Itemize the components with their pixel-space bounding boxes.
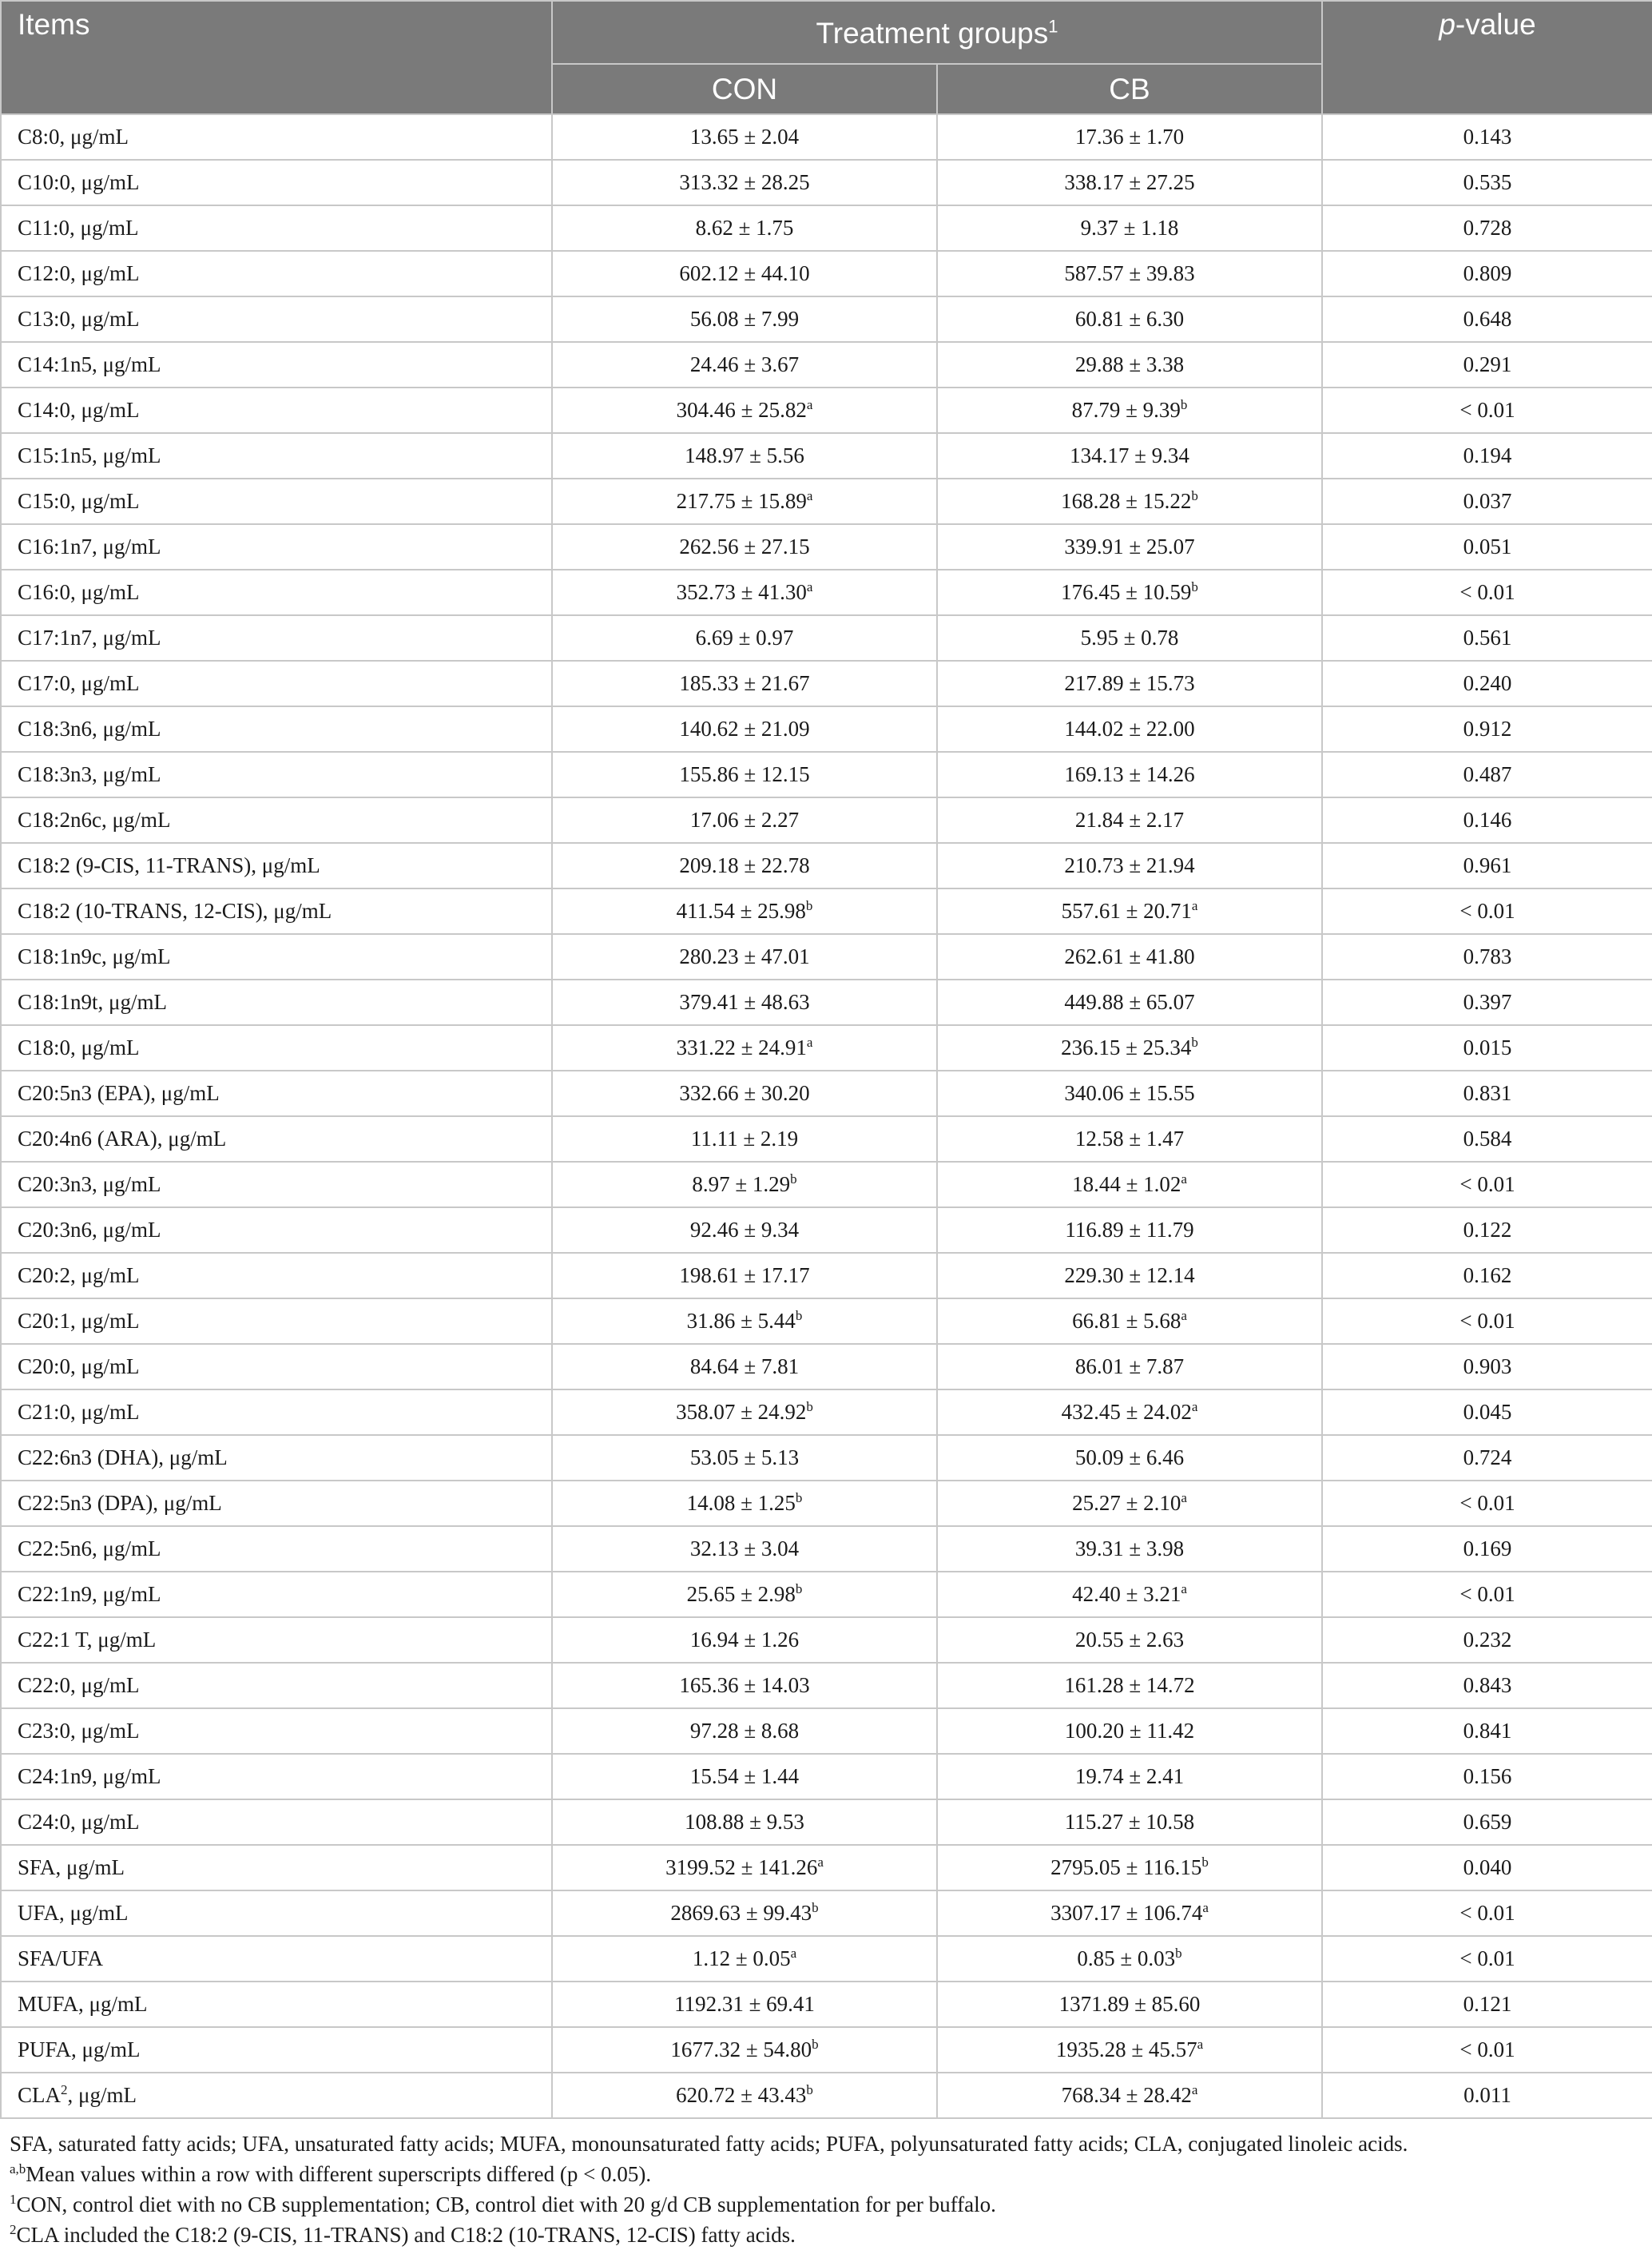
cell-p-value: 0.535 <box>1322 160 1652 205</box>
cell-cb-value: 262.61 ± 41.80 <box>937 934 1322 980</box>
cell-cb-value: 29.88 ± 3.38 <box>937 342 1322 388</box>
footnote: SFA, saturated fatty acids; UFA, unsaturated fatty acids; MUFA, monounsaturated fatty acids; PUFA, polyunsaturated fatty acids; CLA, conjugated linoleic acids. <box>10 2132 1408 2156</box>
cell-p-value: 0.121 <box>1322 1982 1652 2027</box>
table-row <box>1 479 1652 524</box>
cell-cb-value: 1935.28 ± 45.57$^a$ <box>937 2027 1322 2073</box>
cell-con-value: 8.62 ± 1.75 <box>552 205 937 251</box>
table-row <box>1 205 1652 251</box>
cell-item: C22:5n3 (DPA), μg/mL <box>1 1481 552 1526</box>
cell-cb-value: 5.95 ± 0.78 <box>937 615 1322 661</box>
cell-con-value: 304.46 ± 25.82$^a$ <box>552 388 937 433</box>
cell-p-value: 0.037 <box>1322 479 1652 524</box>
cell-con-value: 262.56 ± 27.15 <box>552 524 937 570</box>
cell-item: SFA, μg/mL <box>1 1845 552 1890</box>
cell-con-value: 13.65 ± 2.04 <box>552 114 937 160</box>
table-row <box>1 1435 1652 1481</box>
cell-cb-value: 2795.05 ± 116.15$^b$ <box>937 1845 1322 1890</box>
cell-cb-value: 87.79 ± 9.39$^b$ <box>937 388 1322 433</box>
cell-con-value: 6.69 ± 0.97 <box>552 615 937 661</box>
cell-con-value: 108.88 ± 9.53 <box>552 1799 937 1845</box>
cell-p-value: < 0.01 <box>1322 388 1652 433</box>
cell-con-value: 17.06 ± 2.27 <box>552 797 937 843</box>
table-row <box>1 934 1652 980</box>
cell-p-value: 0.232 <box>1322 1617 1652 1663</box>
cell-con-value: 53.05 ± 5.13 <box>552 1435 937 1481</box>
header-treatment-groups: Treatment groups$^1$ <box>552 1 1322 64</box>
cell-cb-value: 50.09 ± 6.46 <box>937 1435 1322 1481</box>
cell-item: C14:1n5, μg/mL <box>1 342 552 388</box>
cell-item: C16:1n7, μg/mL <box>1 524 552 570</box>
cell-item: C15:1n5, μg/mL <box>1 433 552 479</box>
cell-item: C20:0, μg/mL <box>1 1344 552 1389</box>
cell-item: C18:2n6c, μg/mL <box>1 797 552 843</box>
cell-con-value: 411.54 ± 25.98$^b$ <box>552 888 937 934</box>
footnote: $^{a,b}$Mean values within a row with different superscripts differed (p < 0.05). <box>10 2161 652 2186</box>
cell-con-value: 2869.63 ± 99.43$^b$ <box>552 1890 937 1936</box>
cell-item: C17:0, μg/mL <box>1 661 552 706</box>
cell-item: C22:6n3 (DHA), μg/mL <box>1 1435 552 1481</box>
cell-cb-value: 768.34 ± 28.42$^a$ <box>937 2073 1322 2118</box>
cell-item: C12:0, μg/mL <box>1 251 552 296</box>
cell-p-value: 0.146 <box>1322 797 1652 843</box>
cell-item: C11:0, μg/mL <box>1 205 552 251</box>
cell-item: C22:1n9, μg/mL <box>1 1572 552 1617</box>
cell-con-value: 8.97 ± 1.29$^b$ <box>552 1162 937 1207</box>
cell-p-value: < 0.01 <box>1322 1890 1652 1936</box>
cell-p-value: 0.809 <box>1322 251 1652 296</box>
cell-con-value: 217.75 ± 15.89$^a$ <box>552 479 937 524</box>
cell-con-value: 31.86 ± 5.44$^b$ <box>552 1298 937 1344</box>
cell-p-value: 0.584 <box>1322 1116 1652 1162</box>
cell-p-value: 0.122 <box>1322 1207 1652 1253</box>
cell-con-value: 97.28 ± 8.68 <box>552 1708 937 1754</box>
cell-p-value: 0.011 <box>1322 2073 1652 2118</box>
header-con: CON <box>552 64 937 114</box>
cell-item: C18:3n3, μg/mL <box>1 752 552 797</box>
table-row <box>1 1207 1652 1253</box>
cell-item: C10:0, μg/mL <box>1 160 552 205</box>
cell-p-value: 0.648 <box>1322 296 1652 342</box>
cell-cb-value: 340.06 ± 15.55 <box>937 1071 1322 1116</box>
cell-con-value: 155.86 ± 12.15 <box>552 752 937 797</box>
table-row <box>1 615 1652 661</box>
cell-p-value: 0.156 <box>1322 1754 1652 1799</box>
cell-con-value: 198.61 ± 17.17 <box>552 1253 937 1298</box>
cell-p-value: 0.162 <box>1322 1253 1652 1298</box>
cell-p-value: 0.561 <box>1322 615 1652 661</box>
table-row <box>1 1663 1652 1708</box>
table-row <box>1 1572 1652 1617</box>
cell-item: C18:3n6, μg/mL <box>1 706 552 752</box>
cell-cb-value: 217.89 ± 15.73 <box>937 661 1322 706</box>
cell-cb-value: 60.81 ± 6.30 <box>937 296 1322 342</box>
cell-con-value: 332.66 ± 30.20 <box>552 1071 937 1116</box>
cell-p-value: 0.903 <box>1322 1344 1652 1389</box>
cell-p-value: < 0.01 <box>1322 1936 1652 1982</box>
table-row <box>1 1708 1652 1754</box>
cell-p-value: 0.724 <box>1322 1435 1652 1481</box>
cell-p-value: < 0.01 <box>1322 570 1652 615</box>
cell-cb-value: 587.57 ± 39.83 <box>937 251 1322 296</box>
table-row <box>1 1936 1652 1982</box>
cell-cb-value: 1371.89 ± 85.60 <box>937 1982 1322 2027</box>
table-header <box>1 1 1652 114</box>
table-row <box>1 433 1652 479</box>
cell-item: C13:0, μg/mL <box>1 296 552 342</box>
cell-cb-value: 449.88 ± 65.07 <box>937 980 1322 1025</box>
cell-con-value: 352.73 ± 41.30$^a$ <box>552 570 937 615</box>
cell-con-value: 25.65 ± 2.98$^b$ <box>552 1572 937 1617</box>
table-row <box>1 160 1652 205</box>
cell-cb-value: 144.02 ± 22.00 <box>937 706 1322 752</box>
cell-item: C20:1, μg/mL <box>1 1298 552 1344</box>
table-row <box>1 1253 1652 1298</box>
cell-p-value: 0.040 <box>1322 1845 1652 1890</box>
cell-con-value: 140.62 ± 21.09 <box>552 706 937 752</box>
cell-con-value: 84.64 ± 7.81 <box>552 1344 937 1389</box>
cell-item: C21:0, μg/mL <box>1 1389 552 1435</box>
table-row <box>1 2027 1652 2073</box>
cell-cb-value: 66.81 ± 5.68$^a$ <box>937 1298 1322 1344</box>
cell-cb-value: 168.28 ± 15.22$^b$ <box>937 479 1322 524</box>
cell-cb-value: 115.27 ± 10.58 <box>937 1799 1322 1845</box>
cell-item: C20:3n6, μg/mL <box>1 1207 552 1253</box>
cell-cb-value: 100.20 ± 11.42 <box>937 1708 1322 1754</box>
cell-p-value: < 0.01 <box>1322 1298 1652 1344</box>
cell-p-value: < 0.01 <box>1322 2027 1652 2073</box>
cell-item: PUFA, μg/mL <box>1 2027 552 2073</box>
table-row <box>1 888 1652 934</box>
cell-cb-value: 20.55 ± 2.63 <box>937 1617 1322 1663</box>
cell-cb-value: 18.44 ± 1.02$^a$ <box>937 1162 1322 1207</box>
cell-item: C18:2 (9-CIS, 11-TRANS), μg/mL <box>1 843 552 888</box>
cell-p-value: 0.659 <box>1322 1799 1652 1845</box>
cell-p-value: 0.728 <box>1322 205 1652 251</box>
table-row <box>1 1526 1652 1572</box>
cell-p-value: 0.831 <box>1322 1071 1652 1116</box>
cell-con-value: 209.18 ± 22.78 <box>552 843 937 888</box>
cell-cb-value: 432.45 ± 24.02$^a$ <box>937 1389 1322 1435</box>
table-row <box>1 1845 1652 1890</box>
cell-con-value: 1192.31 ± 69.41 <box>552 1982 937 2027</box>
cell-p-value: 0.487 <box>1322 752 1652 797</box>
table-row <box>1 706 1652 752</box>
cell-item: C17:1n7, μg/mL <box>1 615 552 661</box>
cell-p-value: 0.397 <box>1322 980 1652 1025</box>
cell-con-value: 165.36 ± 14.03 <box>552 1663 937 1708</box>
table-row <box>1 1162 1652 1207</box>
cell-cb-value: 134.17 ± 9.34 <box>937 433 1322 479</box>
cell-item: UFA, μg/mL <box>1 1890 552 1936</box>
table-row <box>1 1116 1652 1162</box>
cell-cb-value: 42.40 ± 3.21$^a$ <box>937 1572 1322 1617</box>
cell-con-value: 1.12 ± 0.05$^a$ <box>552 1936 937 1982</box>
cell-con-value: 92.46 ± 9.34 <box>552 1207 937 1253</box>
footnote: $^2$CLA included the C18:2 (9-CIS, 11-TRANS) and C18:2 (10-TRANS, 12-CIS) fatty acids. <box>10 2222 796 2247</box>
footnote: $^1$CON, control diet with no CB supplementation; CB, control diet with 20 g/d CB supplementation for per buffalo. <box>10 2192 996 2216</box>
cell-p-value: 0.051 <box>1322 524 1652 570</box>
table-row <box>1 1389 1652 1435</box>
cell-p-value: 0.240 <box>1322 661 1652 706</box>
cell-item: C20:2, μg/mL <box>1 1253 552 1298</box>
table-row <box>1 1481 1652 1526</box>
cell-p-value: < 0.01 <box>1322 888 1652 934</box>
cell-cb-value: 338.17 ± 27.25 <box>937 160 1322 205</box>
cell-con-value: 379.41 ± 48.63 <box>552 980 937 1025</box>
cell-cb-value: 169.13 ± 14.26 <box>937 752 1322 797</box>
cell-item: C20:4n6 (ARA), μg/mL <box>1 1116 552 1162</box>
cell-item: CLA$^2$, μg/mL <box>1 2073 552 2118</box>
cell-p-value: < 0.01 <box>1322 1162 1652 1207</box>
cell-con-value: 313.32 ± 28.25 <box>552 160 937 205</box>
table-row <box>1 1344 1652 1389</box>
cell-p-value: 0.015 <box>1322 1025 1652 1071</box>
cell-item: C18:1n9t, μg/mL <box>1 980 552 1025</box>
cell-item: C24:1n9, μg/mL <box>1 1754 552 1799</box>
cell-item: C23:0, μg/mL <box>1 1708 552 1754</box>
cell-p-value: 0.843 <box>1322 1663 1652 1708</box>
header-cb: CB <box>937 64 1322 114</box>
cell-item: SFA/UFA <box>1 1936 552 1982</box>
cell-cb-value: 17.36 ± 1.70 <box>937 114 1322 160</box>
table-row <box>1 388 1652 433</box>
cell-item: C18:0, μg/mL <box>1 1025 552 1071</box>
cell-con-value: 32.13 ± 3.04 <box>552 1526 937 1572</box>
cell-con-value: 3199.52 ± 141.26$^a$ <box>552 1845 937 1890</box>
cell-p-value: 0.841 <box>1322 1708 1652 1754</box>
cell-con-value: 15.54 ± 1.44 <box>552 1754 937 1799</box>
table-row <box>1 1298 1652 1344</box>
table-row <box>1 342 1652 388</box>
cell-item: C20:5n3 (EPA), μg/mL <box>1 1071 552 1116</box>
table-row <box>1 980 1652 1025</box>
table-row <box>1 1799 1652 1845</box>
table-row <box>1 661 1652 706</box>
cell-p-value: 0.045 <box>1322 1389 1652 1435</box>
cell-item: C22:0, μg/mL <box>1 1663 552 1708</box>
header-items: Items <box>1 1 552 114</box>
table-row <box>1 1982 1652 2027</box>
cell-con-value: 620.72 ± 43.43$^b$ <box>552 2073 937 2118</box>
cell-cb-value: 21.84 ± 2.17 <box>937 797 1322 843</box>
cell-p-value: 0.912 <box>1322 706 1652 752</box>
cell-con-value: 16.94 ± 1.26 <box>552 1617 937 1663</box>
cell-item: C22:1 T, μg/mL <box>1 1617 552 1663</box>
table-row <box>1 570 1652 615</box>
table-row <box>1 752 1652 797</box>
cell-item: C8:0, μg/mL <box>1 114 552 160</box>
table-row <box>1 296 1652 342</box>
cell-p-value: < 0.01 <box>1322 1572 1652 1617</box>
table-row <box>1 1754 1652 1799</box>
table-row <box>1 797 1652 843</box>
cell-cb-value: 236.15 ± 25.34$^b$ <box>937 1025 1322 1071</box>
cell-cb-value: 86.01 ± 7.87 <box>937 1344 1322 1389</box>
cell-cb-value: 12.58 ± 1.47 <box>937 1116 1322 1162</box>
table-body <box>1 114 1652 2118</box>
cell-p-value: 0.961 <box>1322 843 1652 888</box>
cell-item: C16:0, μg/mL <box>1 570 552 615</box>
table-row <box>1 1617 1652 1663</box>
cell-cb-value: 25.27 ± 2.10$^a$ <box>937 1481 1322 1526</box>
table-row <box>1 251 1652 296</box>
cell-cb-value: 176.45 ± 10.59$^b$ <box>937 570 1322 615</box>
table-row <box>1 524 1652 570</box>
cell-p-value: 0.291 <box>1322 342 1652 388</box>
cell-cb-value: 3307.17 ± 106.74$^a$ <box>937 1890 1322 1936</box>
table-footnotes <box>0 2129 1652 2250</box>
cell-con-value: 148.97 ± 5.56 <box>552 433 937 479</box>
cell-cb-value: 229.30 ± 12.14 <box>937 1253 1322 1298</box>
table-row <box>1 843 1652 888</box>
cell-cb-value: 39.31 ± 3.98 <box>937 1526 1322 1572</box>
cell-p-value: 0.169 <box>1322 1526 1652 1572</box>
cell-con-value: 602.12 ± 44.10 <box>552 251 937 296</box>
cell-p-value: < 0.01 <box>1322 1481 1652 1526</box>
cell-con-value: 1677.32 ± 54.80$^b$ <box>552 2027 937 2073</box>
cell-item: C15:0, μg/mL <box>1 479 552 524</box>
cell-con-value: 358.07 ± 24.92$^b$ <box>552 1389 937 1435</box>
cell-con-value: 280.23 ± 47.01 <box>552 934 937 980</box>
table-row <box>1 1071 1652 1116</box>
cell-item: C22:5n6, μg/mL <box>1 1526 552 1572</box>
cell-item: C18:1n9c, μg/mL <box>1 934 552 980</box>
cell-cb-value: 557.61 ± 20.71$^a$ <box>937 888 1322 934</box>
cell-con-value: 331.22 ± 24.91$^a$ <box>552 1025 937 1071</box>
cell-item: MUFA, μg/mL <box>1 1982 552 2027</box>
cell-cb-value: 339.91 ± 25.07 <box>937 524 1322 570</box>
cell-con-value: 14.08 ± 1.25$^b$ <box>552 1481 937 1526</box>
cell-con-value: 185.33 ± 21.67 <box>552 661 937 706</box>
cell-p-value: 0.194 <box>1322 433 1652 479</box>
cell-cb-value: 210.73 ± 21.94 <box>937 843 1322 888</box>
table-row <box>1 1025 1652 1071</box>
cell-item: C18:2 (10-TRANS, 12-CIS), μg/mL <box>1 888 552 934</box>
cell-cb-value: 0.85 ± 0.03$^b$ <box>937 1936 1322 1982</box>
table-row <box>1 2073 1652 2118</box>
cell-item: C24:0, μg/mL <box>1 1799 552 1845</box>
cell-p-value: 0.143 <box>1322 114 1652 160</box>
cell-con-value: 24.46 ± 3.67 <box>552 342 937 388</box>
table-row <box>1 1890 1652 1936</box>
cell-con-value: 56.08 ± 7.99 <box>552 296 937 342</box>
cell-con-value: 11.11 ± 2.19 <box>552 1116 937 1162</box>
table-row <box>1 114 1652 160</box>
cell-cb-value: 116.89 ± 11.79 <box>937 1207 1322 1253</box>
cell-cb-value: 19.74 ± 2.41 <box>937 1754 1322 1799</box>
cell-cb-value: 9.37 ± 1.18 <box>937 205 1322 251</box>
cell-p-value: 0.783 <box>1322 934 1652 980</box>
cell-cb-value: 161.28 ± 14.72 <box>937 1663 1322 1708</box>
header-p-value: p-value <box>1322 1 1652 114</box>
cell-item: C20:3n3, μg/mL <box>1 1162 552 1207</box>
cell-item: C14:0, μg/mL <box>1 388 552 433</box>
